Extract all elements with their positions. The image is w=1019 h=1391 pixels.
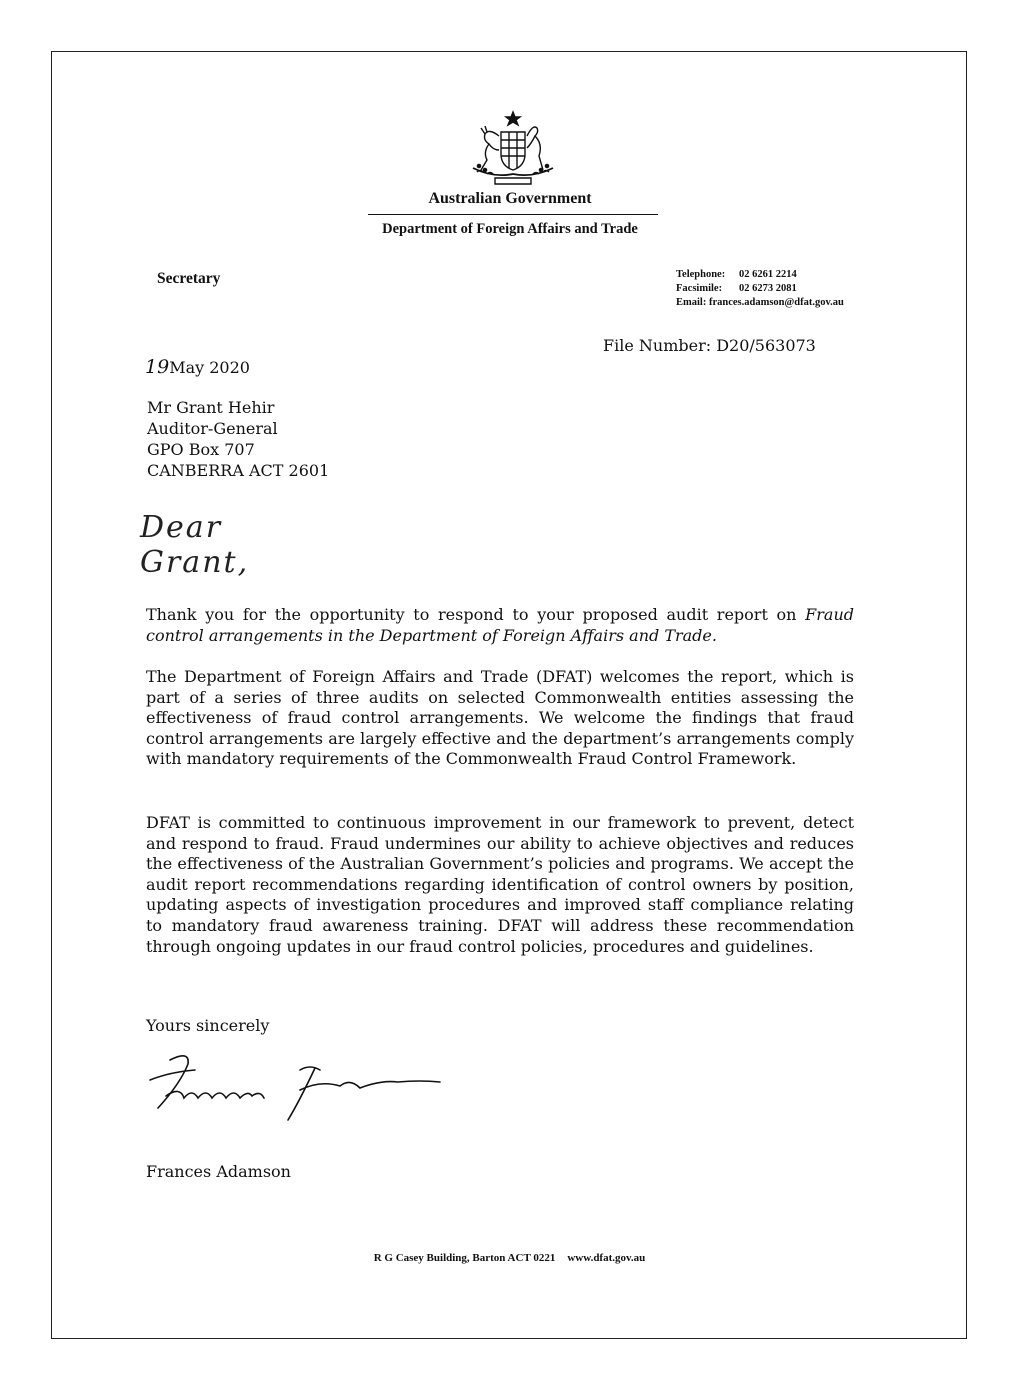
sender-title: Secretary [157, 270, 221, 287]
telephone-label: Telephone: [676, 269, 726, 280]
recipient-address [147, 397, 329, 481]
body-paragraph-2: The Department of Foreign Affairs and Trade (DFAT) welcomes the report, which is part of a series of three audits on selected Commonwealth entities assessing the effectiveness of fraud control arrangements. We welcome the findings that fraud control arrangements are largely effective and the department’s arrangements comply with mandatory requirements of the Commonwealth Fraud Control Framework. [146, 667, 854, 769]
address-line: CANBERRA ACT 2601 [147, 461, 330, 480]
date-text: May 2020 [169, 358, 250, 377]
contact-block [676, 268, 844, 310]
handwritten-day: 19 [145, 356, 170, 378]
facsimile-label: Facsimile: [676, 283, 723, 294]
report-title: Fraud control arrangements in the Department of Foreign Affairs and Trade. [146, 605, 854, 645]
handwritten-salutation [140, 500, 310, 580]
body-paragraph-1 [146, 605, 854, 646]
closing: Yours sincerely [146, 1016, 270, 1035]
address-line: GPO Box 707 [147, 440, 255, 459]
salutation-text: Dear Grant, [140, 510, 250, 580]
footer-website: www.dfat.gov.au [567, 1252, 646, 1264]
body-paragraph-3: DFAT is committed to continuous improvement in our framework to prevent, detect and respond to fraud. Fraud undermines our ability to achieve objectives and reduces the effectiveness of the Australian Government’s policies and programs. We accept the audit report recommendations regarding identification of control owners by position, updating aspects of investigation procedures and improved staff compliance relating to mandatory fraud awareness training. DFAT will address these recommendation through ongoing updates in our fraud control policies, procedures and guidelines. [146, 813, 854, 956]
facsimile-line [676, 282, 844, 296]
coat-of-arms-icon [463, 110, 563, 190]
department-heading: Department of Foreign Affairs and Trade [382, 221, 638, 237]
letter-date [145, 356, 250, 378]
address-line: Auditor-General [147, 419, 278, 438]
telephone-line [676, 268, 844, 282]
paragraph-1-text: Thank you for the opportunity to respond to your proposed audit report on [146, 605, 806, 624]
facsimile-value: 02 6273 2081 [739, 283, 797, 294]
file-number: File Number: D20/563073 [603, 336, 816, 355]
letterhead-rule [368, 214, 658, 215]
email-line [676, 296, 844, 310]
signature-icon [140, 1050, 450, 1130]
footer-address: R G Casey Building, Barton ACT 0221 [373, 1252, 556, 1264]
footer [0, 1252, 1019, 1264]
government-heading: Australian Government [428, 190, 592, 207]
email-value: frances.adamson@dfat.gov.au [708, 297, 844, 308]
signatory-name: Frances Adamson [146, 1162, 291, 1181]
address-line: Mr Grant Hehir [147, 398, 275, 417]
telephone-value: 02 6261 2214 [739, 269, 797, 280]
email-label: Email: [676, 297, 707, 308]
